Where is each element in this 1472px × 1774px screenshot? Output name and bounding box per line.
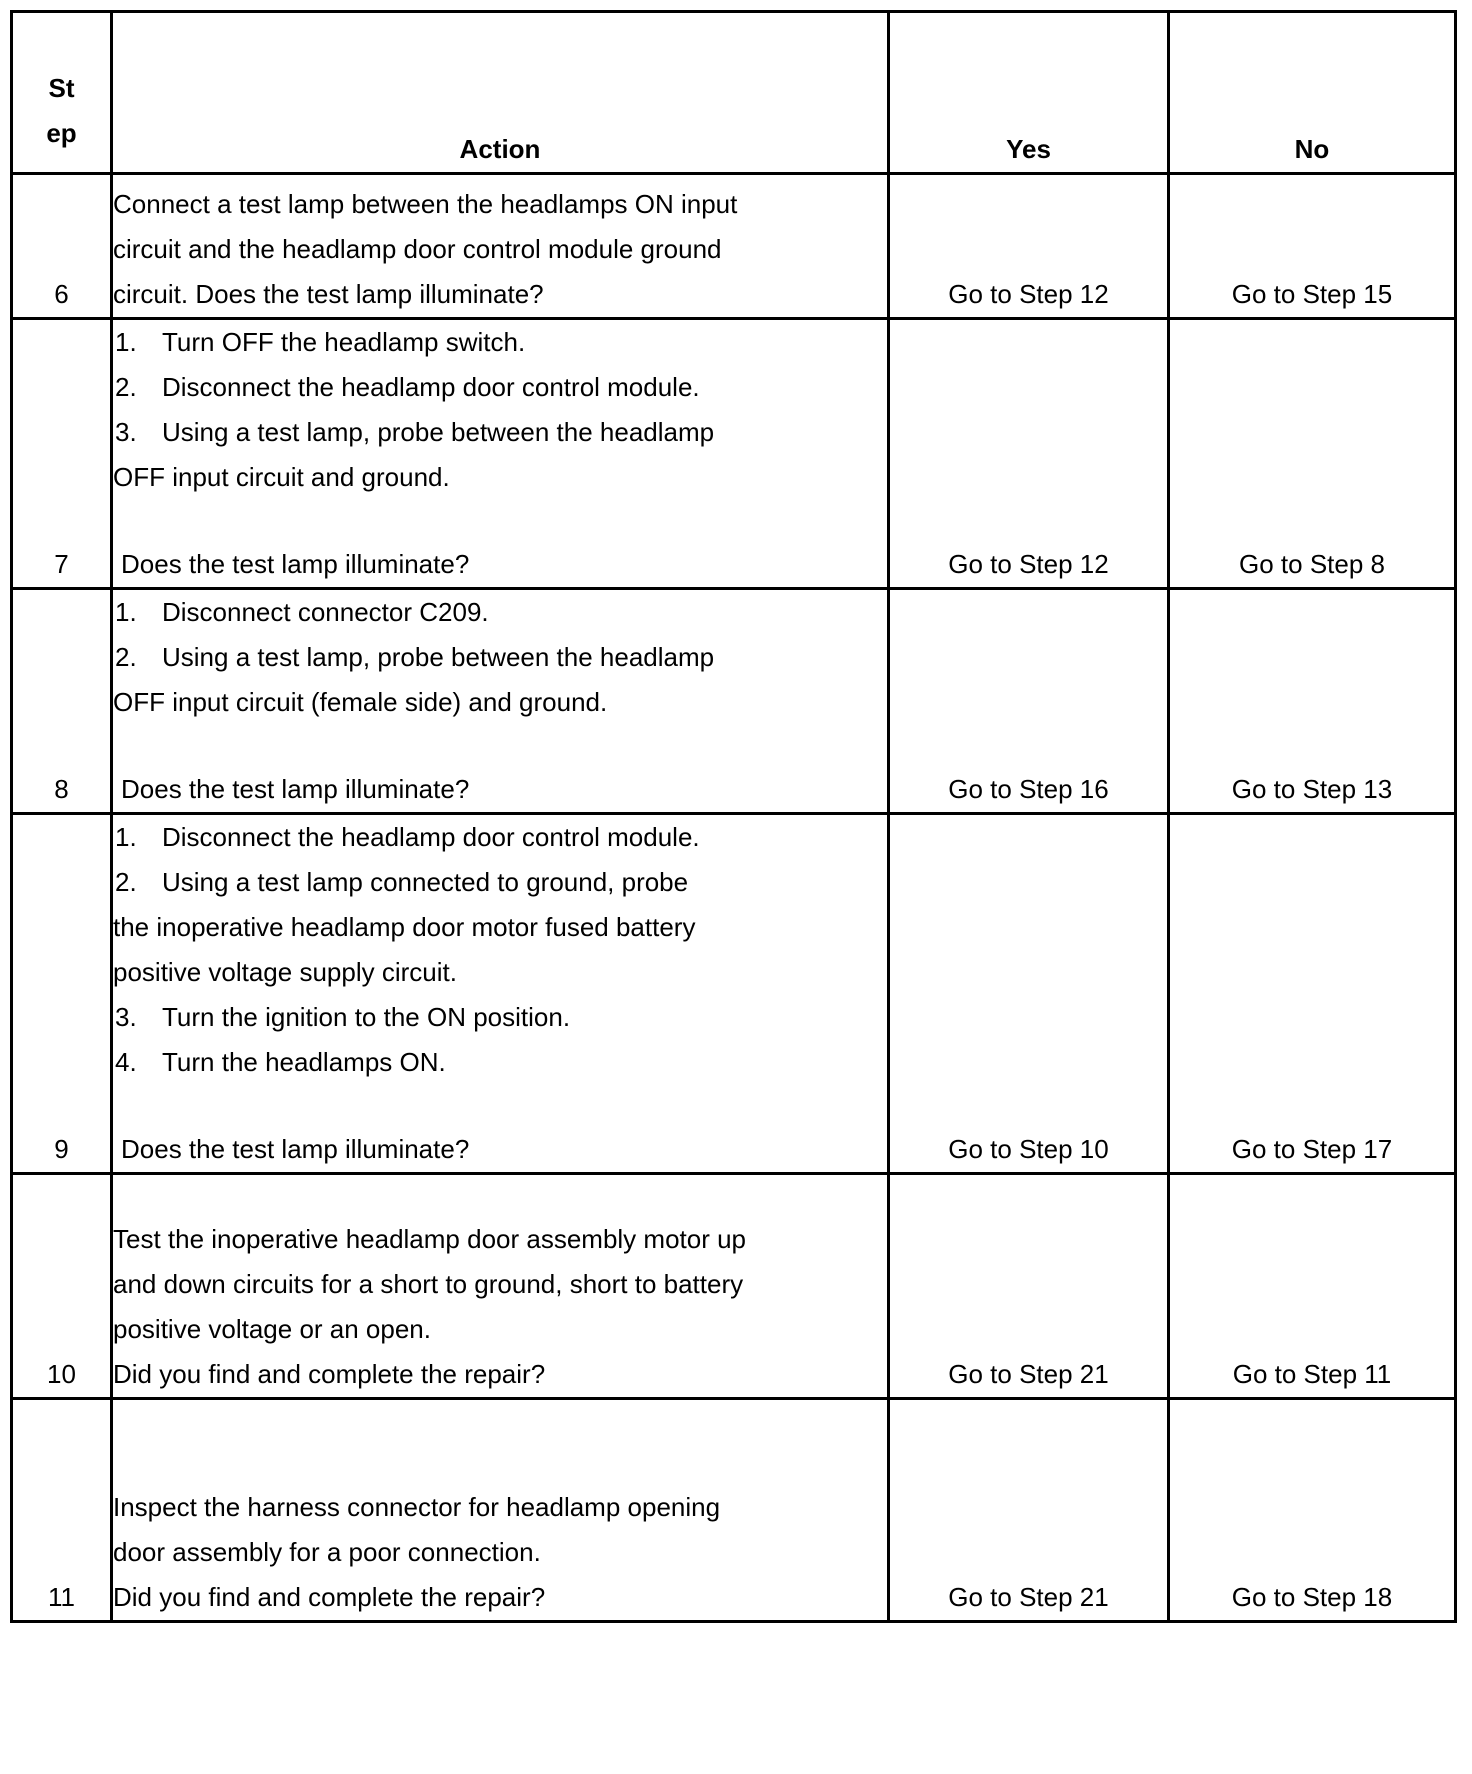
action-question: Does the test lamp illuminate?: [121, 774, 470, 804]
spacer: [113, 500, 887, 542]
item-number: 2.: [115, 642, 137, 672]
item-number: 3.: [115, 1002, 137, 1032]
header-step-line-2: ep: [46, 118, 77, 148]
action-line: and down circuits for a short to ground, short to battery: [113, 1269, 744, 1299]
item-number: 2.: [115, 372, 137, 402]
item-number: 1.: [115, 822, 137, 852]
action-cell: [112, 174, 889, 319]
step-number: 8: [12, 589, 112, 814]
yes-result: Go to Step 12: [889, 319, 1169, 589]
step-number: 10: [12, 1174, 112, 1399]
yes-result: Go to Step 16: [889, 589, 1169, 814]
header-step: [12, 12, 112, 174]
item-text: Disconnect connector C209.: [162, 597, 489, 627]
action-question: Does the test lamp illuminate?: [121, 1134, 470, 1164]
table-row-step-8: [12, 589, 1456, 814]
item-number: 3.: [115, 417, 137, 447]
action-line: Test the inoperative headlamp door assembly motor up: [113, 1224, 747, 1254]
yes-result: Go to Step 21: [889, 1174, 1169, 1399]
header-step-line-1: St: [48, 73, 75, 103]
no-result: Go to Step 18: [1169, 1399, 1456, 1622]
action-cell: [112, 589, 889, 814]
action-item: [113, 860, 887, 905]
item-number: 2.: [115, 867, 137, 897]
no-result: Go to Step 15: [1169, 174, 1456, 319]
table-row-step-10: [12, 1174, 1456, 1399]
yes-result: Go to Step 10: [889, 814, 1169, 1174]
yes-result: Go to Step 12: [889, 174, 1169, 319]
step-number: 7: [12, 319, 112, 589]
action-item: [113, 815, 887, 860]
item-number: 4.: [115, 1047, 137, 1077]
item-text: Turn the headlamps ON.: [162, 1047, 446, 1077]
item-text: Turn OFF the headlamp switch.: [162, 327, 526, 357]
table-row-step-7: [12, 319, 1456, 589]
step-number: 6: [12, 174, 112, 319]
no-result: Go to Step 8: [1169, 319, 1456, 589]
item-text: Disconnect the headlamp door control module.: [162, 372, 700, 402]
action-line: Did you find and complete the repair?: [113, 1359, 546, 1389]
action-line: Inspect the harness connector for headlamp opening: [113, 1492, 721, 1522]
table-row-step-11: [12, 1399, 1456, 1622]
action-item: [113, 995, 887, 1040]
action-line: positive voltage supply circuit.: [113, 957, 457, 987]
table-row-step-9: [12, 814, 1456, 1174]
action-cell: [112, 319, 889, 589]
action-line: the inoperative headlamp door motor fused battery: [113, 912, 696, 942]
action-item: [113, 1040, 887, 1085]
action-item: [113, 320, 887, 365]
item-number: 1.: [115, 327, 137, 357]
action-question: Does the test lamp illuminate?: [121, 549, 470, 579]
item-text: Turn the ignition to the ON position.: [162, 1002, 571, 1032]
item-text: Using a test lamp connected to ground, probe: [162, 867, 689, 897]
item-number: 1.: [115, 597, 137, 627]
header-action: Action: [112, 12, 889, 174]
no-result: Go to Step 13: [1169, 589, 1456, 814]
table-header-row: [12, 12, 1456, 174]
action-line: circuit and the headlamp door control module ground: [113, 234, 722, 264]
no-result: Go to Step 11: [1169, 1174, 1456, 1399]
action-line: OFF input circuit (female side) and ground.: [113, 687, 608, 717]
action-line: OFF input circuit and ground.: [113, 462, 450, 492]
action-cell: [112, 814, 889, 1174]
action-item: [113, 635, 887, 680]
step-number: 9: [12, 814, 112, 1174]
yes-result: Go to Step 21: [889, 1399, 1169, 1622]
action-line: Connect a test lamp between the headlamps ON input: [113, 189, 738, 219]
no-result: Go to Step 17: [1169, 814, 1456, 1174]
action-line: circuit. Does the test lamp illuminate?: [113, 279, 544, 309]
action-item: [113, 365, 887, 410]
table-row-step-6: [12, 174, 1456, 319]
step-number: 11: [12, 1399, 112, 1622]
header-no: No: [1169, 12, 1456, 174]
item-text: Disconnect the headlamp door control module.: [162, 822, 700, 852]
action-item: [113, 410, 887, 455]
action-line: door assembly for a poor connection.: [113, 1537, 541, 1567]
action-item: [113, 590, 887, 635]
item-text: Using a test lamp, probe between the headlamp: [162, 642, 715, 672]
spacer: [113, 1085, 887, 1127]
action-cell: [112, 1174, 889, 1399]
diagnostic-table: [10, 10, 1457, 1623]
header-yes: Yes: [889, 12, 1169, 174]
action-line: Did you find and complete the repair?: [113, 1582, 546, 1612]
spacer: [113, 725, 887, 767]
action-line: positive voltage or an open.: [113, 1314, 431, 1344]
action-cell: [112, 1399, 889, 1622]
item-text: Using a test lamp, probe between the headlamp: [162, 417, 715, 447]
